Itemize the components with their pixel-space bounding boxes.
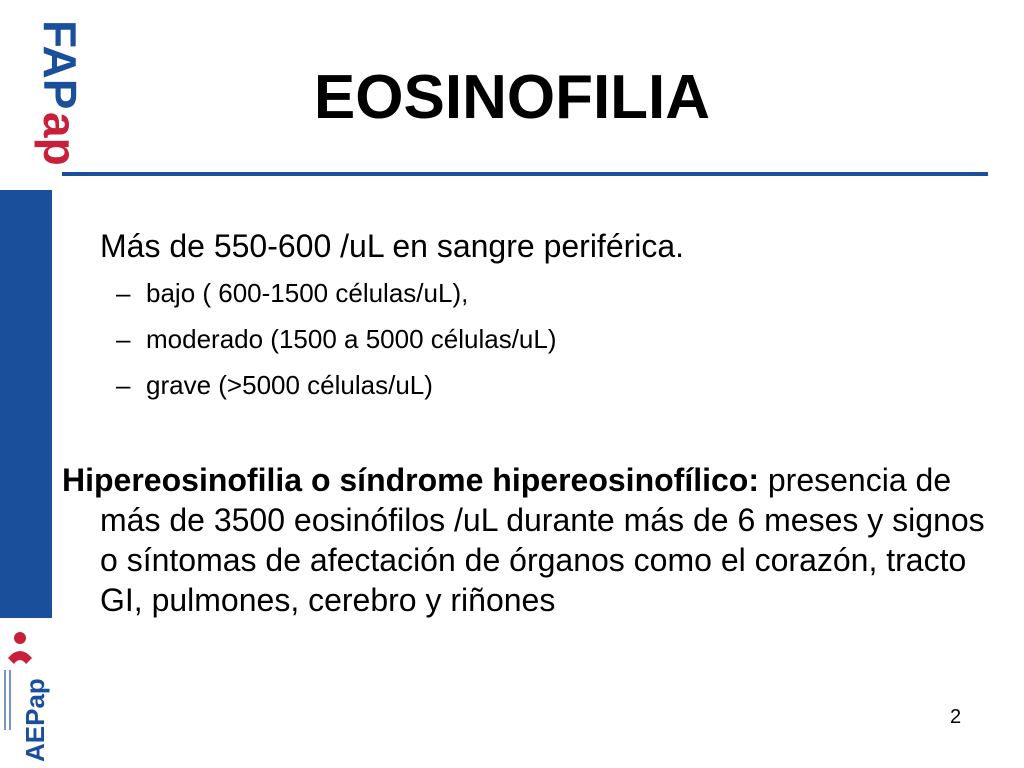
level-item-moderate: [116, 322, 557, 356]
level-item-severe: [116, 368, 433, 402]
level-text: grave (>5000 células/uL): [146, 370, 433, 400]
svg-text:AEPap: AEPap: [20, 678, 50, 762]
definition-text: presencia de más de 3500 eosinófilos /uL durante más de 6 meses y signos o síntomas de afectación de órganos como el corazón, tracto GI, pulmones, cerebro y riñones: [100, 462, 985, 618]
level-item-low: [116, 276, 468, 310]
level-text: moderado (1500 a 5000 células/uL): [146, 324, 557, 354]
svg-text:FAP: FAP: [34, 20, 86, 110]
svg-text:ap: ap: [34, 112, 86, 166]
title-divider: [62, 172, 988, 176]
page-number: 2: [950, 706, 962, 728]
dash-bullet: –: [116, 324, 131, 354]
aepap-logo: [0, 622, 52, 768]
definition-paragraph: [62, 460, 1010, 620]
slide-title: EOSINOFILIA: [313, 63, 711, 132]
definition-term: Hipereosinofilia o síndrome hipereosinofílico:: [62, 462, 759, 498]
dash-bullet: –: [116, 370, 131, 400]
intro-line: Más de 550-600 /uL en sangre periférica.: [100, 228, 685, 264]
side-blue-bar: [0, 190, 52, 618]
dash-bullet: –: [116, 278, 131, 308]
level-text: bajo ( 600-1500 células/uL),: [146, 278, 469, 308]
